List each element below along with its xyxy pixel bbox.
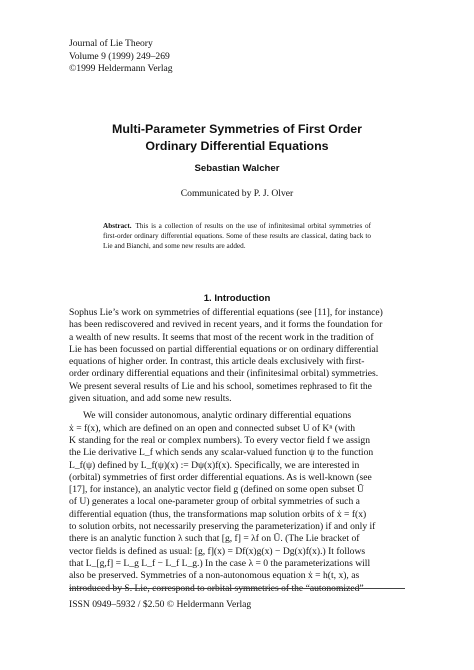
body-line: [17], for instance), an analytic vector field g (defined on some open subset Ũ — [69, 484, 364, 496]
body-line: given situation, and add some new results. — [69, 393, 232, 405]
abstract — [103, 221, 371, 252]
journal-name: Journal of Lie Theory — [69, 38, 153, 49]
journal-header — [69, 38, 173, 76]
body-line: (orbital) symmetries of first order differential equations. As is well-known (see — [69, 471, 372, 483]
body-line: We will consider autonomous, analytic ordinary differential equations — [83, 410, 352, 422]
body-line: K standing for the real or complex numbers). To every vector field f we assign — [69, 434, 370, 446]
abstract-label: Abstract. — [103, 222, 132, 230]
body-line: equations of higher order. In contrast, this article deals exclusively with first- — [69, 356, 365, 368]
body-line: We present several results of Lie and his school, sometimes rephrased to fit the — [69, 380, 372, 392]
title-line: Multi-Parameter Symmetries of First Order — [112, 122, 362, 136]
journal-copyright: ©1999 Heldermann Verlag — [69, 63, 173, 75]
journal-volume: Volume 9 (1999) 249–269 — [69, 50, 170, 62]
body-line: vector fields is defined as usual: [g, f](x) = Df(x)g(x) − Dg(x)f(x).) It follows — [69, 545, 366, 557]
body-line: Lie has been focussed on partial differential equations or on ordinary differential — [69, 343, 379, 355]
communicated-by: Communicated by P. J. Olver — [180, 188, 294, 199]
body-text — [69, 307, 405, 595]
body-line: order ordinary differential equations and their (infinitesimal orbital) symmetries. — [69, 368, 379, 380]
body-line: the Lie derivative L_f which sends any scalar-valued function ψ to the function — [69, 447, 374, 459]
body-line: ẋ = f(x), which are defined on an open and connected subset U of Kⁿ (with — [69, 422, 356, 434]
body-line: to solution orbits, not necessarily preserving the parameterization) if and only if — [69, 521, 376, 533]
body-line: also be preserved. Symmetries of a non-autonomous equation ẋ = h(t, x), as — [69, 570, 360, 582]
body-line: of U) generates a local one-parameter group of orbital symmetries of such a — [69, 496, 360, 508]
footer-issn: ISSN 0949–5932 / $2.50 © Heldermann Verlag — [69, 599, 252, 610]
body-line: has been rediscovered and revived in recent years, and it forms the foundation for — [69, 319, 383, 331]
body-line: differential equation (thus, the transformations map solution orbits of ẋ = f(x) — [69, 508, 367, 520]
body-line: L_f(ψ) defined by L_f(ψ)(x) := Dψ(x)f(x). Specifically, we are interested in — [69, 459, 360, 471]
abstract-text: This is a collection of results on the use of infinitesimal orbital symmetries of first-order ordinary differential equations. Some of these results are classical, dating back to Lie and Bianchi, and some new results are added. — [103, 222, 371, 251]
body-line: Sophus Lie’s work on symmetries of differential equations (see [11], for instance) — [69, 307, 383, 318]
body-line: that L_[g,f] = L_g L_f − L_f L_g.) In the case λ = 0 the parameterizations will — [69, 557, 371, 569]
title-line: Ordinary Differential Equations — [145, 139, 329, 153]
body-line: there is an analytic function λ such that [g, f] = λf on Ũ. (The Lie bracket of — [69, 533, 360, 545]
footer-rule — [69, 588, 405, 589]
section-heading: 1. Introduction — [203, 293, 271, 304]
author-name: Sebastian Walcher — [194, 163, 280, 174]
paper-title — [0, 121, 474, 155]
body-line: a wealth of new results. It seems that most of the recent work in the tradition of — [69, 331, 374, 343]
body-line: introduced by S. Lie, correspond to orbital symmetries of the “autonomized” — [69, 582, 364, 594]
